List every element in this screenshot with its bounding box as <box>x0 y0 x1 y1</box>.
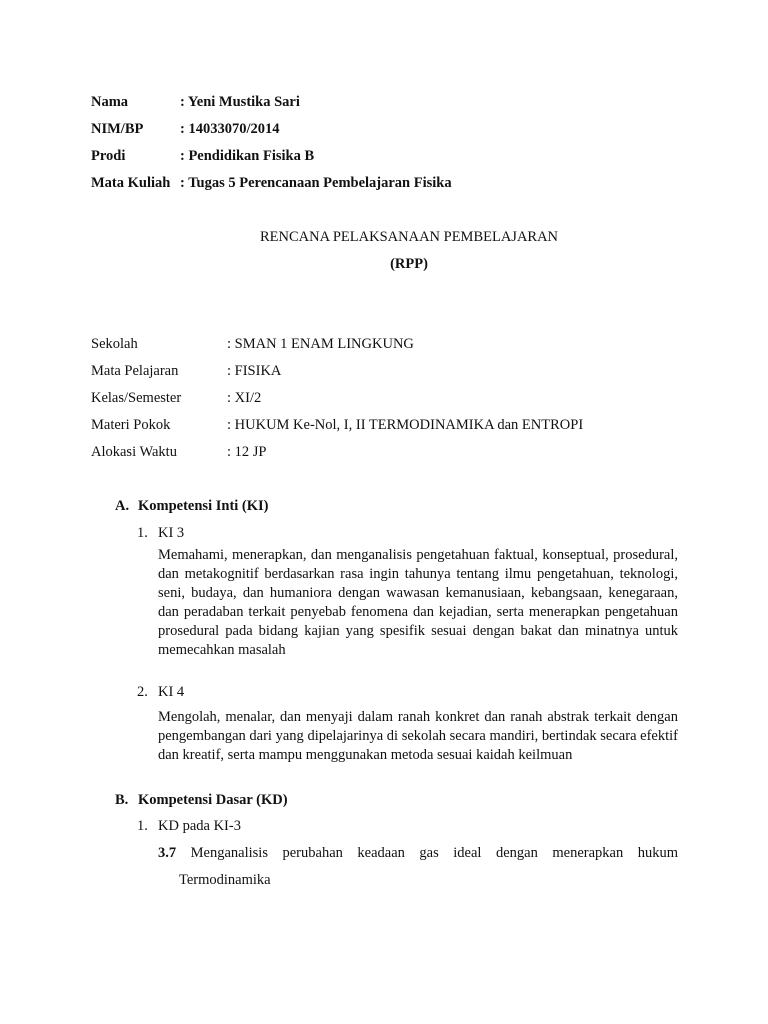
ki3-item-number: 1. <box>137 525 148 541</box>
identity-material-label: Materi Pokok <box>91 417 171 433</box>
identity-school-value: : SMAN 1 ENAM LINGKUNG <box>227 336 414 352</box>
kd-3-7-number: 3.7 <box>158 845 177 861</box>
identity-school-label: Sekolah <box>91 336 138 352</box>
student-name-value: : Yeni Mustika Sari <box>180 94 300 110</box>
student-nim-value: : 14033070/2014 <box>180 121 280 137</box>
identity-time-row <box>91 443 267 462</box>
student-course-row <box>91 174 452 193</box>
identity-class-row <box>91 389 261 408</box>
student-prodi-label: Prodi <box>91 148 126 164</box>
student-name-label: Nama <box>91 94 129 110</box>
kd-ki3-item-heading <box>137 817 241 836</box>
section-a-heading <box>115 497 269 516</box>
student-nim-label: NIM/BP <box>91 121 144 137</box>
identity-material-row <box>91 416 583 435</box>
student-course-value: : Tugas 5 Perencanaan Pembelajaran Fisika <box>180 175 452 191</box>
identity-school-row <box>91 335 414 354</box>
kd-ki3-item-number: 1. <box>137 818 148 834</box>
document-subtitle: (RPP) <box>390 256 428 272</box>
identity-material-value: : HUKUM Ke-Nol, I, II TERMODINAMIKA dan ENTROPI <box>227 417 584 433</box>
identity-time-value: : 12 JP <box>227 444 267 460</box>
ki3-description: Memahami, menerapkan, dan menganalisis pengetahuan faktual, konseptual, prosedural, dan metakognitif berdasarkan rasa ingin tahunya tentang ilmu pengetahuan, teknologi, seni, budaya, dan humaniora dengan wawasan kemanusiaan, kebangsaan, kenegaraan, dan peradaban terkait penyebab fenomena dan kejadian, serta menerapkan pengetahuan prosedural pada bidang kajian yang spesifik sesuai dengan bakat dan minatnya untuk memecahkan masalah <box>158 547 678 658</box>
ki4-item-heading <box>137 683 184 702</box>
identity-subject-label: Mata Pelajaran <box>91 363 179 379</box>
ki4-description: Mengolah, menalar, dan menyaji dalam ranah konkret dan ranah abstrak terkait dengan pengembangan dari yang dipelajarinya di sekolah secara mandiri, bertindak secara efektif dan kreatif, serta mampu menggunakan metoda sesuai kaidah keilmuan <box>158 709 678 763</box>
kd-3-7-continuation: Termodinamika <box>179 872 271 888</box>
section-b-heading <box>115 791 288 810</box>
kd-ki3-item-title: KD pada KI-3 <box>158 818 241 834</box>
identity-subject-row <box>91 362 281 381</box>
identity-time-label: Alokasi Waktu <box>91 444 177 460</box>
student-course-label: Mata Kuliah <box>91 175 171 191</box>
ki3-item-heading <box>137 524 184 543</box>
document-title: RENCANA PELAKSANAAN PEMBELAJARAN <box>259 229 559 245</box>
kd-3-7-first-line <box>158 844 678 863</box>
section-b-title: Kompetensi Dasar (KD) <box>138 792 288 808</box>
ki4-item-number: 2. <box>137 684 148 700</box>
student-nim-row <box>91 120 279 139</box>
kd-3-7-text: Menganalisis perubahan keadaan gas ideal dengan menerapkan hukum <box>190 845 679 861</box>
identity-class-label: Kelas/Semester <box>91 390 182 406</box>
ki3-item-title: KI 3 <box>158 525 185 541</box>
section-a-title: Kompetensi Inti (KI) <box>138 498 269 514</box>
student-prodi-row <box>91 147 314 166</box>
ki4-item-title: KI 4 <box>158 684 185 700</box>
section-b-letter: B. <box>115 792 129 808</box>
identity-class-value: : XI/2 <box>227 390 262 406</box>
student-prodi-value: : Pendidikan Fisika B <box>180 148 315 164</box>
section-a-letter: A. <box>115 498 130 514</box>
identity-subject-value: : FISIKA <box>227 363 282 379</box>
student-name-row <box>91 93 300 112</box>
